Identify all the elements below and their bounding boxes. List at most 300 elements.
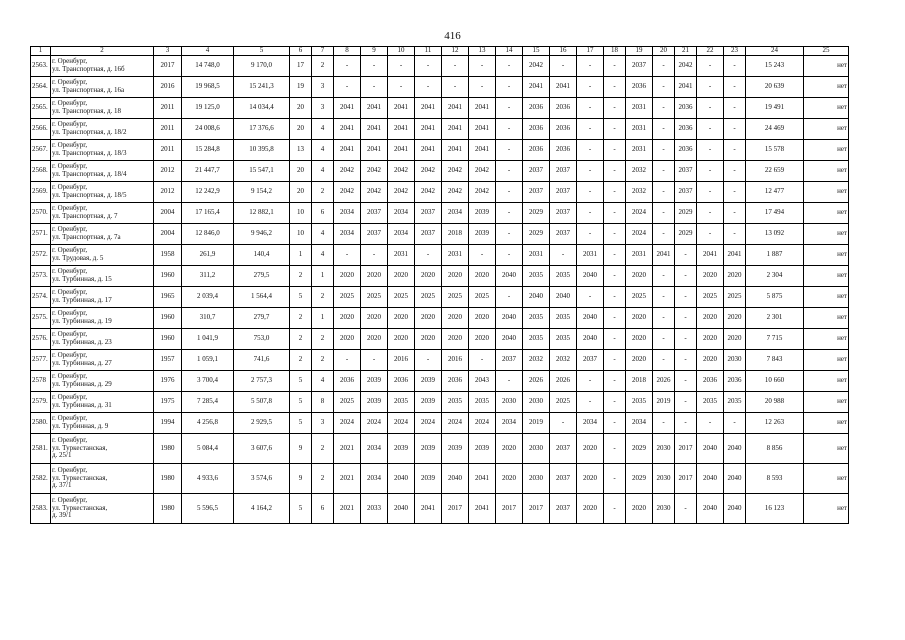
value-cell: - — [469, 56, 496, 77]
value-cell: 8 — [312, 392, 334, 413]
value-cell: 12 263 — [746, 413, 804, 434]
address-line: ул. Транспортная, д. 18/2 — [52, 128, 127, 136]
value-cell: 2020 — [577, 464, 604, 494]
value-cell: 2039 — [415, 464, 442, 494]
value-cell: 5 — [290, 371, 312, 392]
value-cell: нет — [804, 413, 849, 434]
value-cell: 2020 — [724, 266, 746, 287]
value-cell: - — [577, 98, 604, 119]
value-cell: 2036 — [442, 371, 469, 392]
value-cell: 19 491 — [746, 98, 804, 119]
address-line: ул. Транспортная, д. 7 — [52, 212, 118, 220]
value-cell: 2041 — [469, 119, 496, 140]
value-cell: 7 285,4 — [182, 392, 234, 413]
value-cell: 2036 — [675, 119, 697, 140]
column-number-row — [31, 47, 849, 56]
value-cell: 2039 — [442, 434, 469, 464]
value-cell: 2017 — [523, 494, 550, 524]
value-cell: нет — [804, 329, 849, 350]
value-cell: 2016 — [388, 350, 415, 371]
value-cell: 2024 — [388, 413, 415, 434]
row-number: 2581. — [31, 434, 51, 464]
value-cell: 9 — [290, 464, 312, 494]
value-cell: - — [361, 56, 388, 77]
value-cell: - — [496, 203, 523, 224]
value-cell: - — [653, 287, 675, 308]
value-cell: - — [577, 140, 604, 161]
value-cell: 4 — [312, 245, 334, 266]
value-cell: 2020 — [697, 329, 724, 350]
value-cell: 2026 — [550, 371, 577, 392]
value-cell: 2016 — [154, 77, 182, 98]
value-cell: - — [604, 140, 626, 161]
table-row — [31, 308, 849, 329]
value-cell: - — [724, 119, 746, 140]
value-cell: 2017 — [442, 494, 469, 524]
value-cell: 1976 — [154, 371, 182, 392]
address-line: ул. Транспортная, д. 7а — [52, 233, 121, 241]
value-cell: 2035 — [550, 266, 577, 287]
value-cell: 1 — [290, 245, 312, 266]
value-cell: 2034 — [626, 413, 653, 434]
table-row — [31, 245, 849, 266]
value-cell: - — [361, 350, 388, 371]
value-cell: 279,5 — [234, 266, 290, 287]
value-cell: 17 376,6 — [234, 119, 290, 140]
value-cell: 2040 — [496, 329, 523, 350]
value-cell: 2033 — [361, 494, 388, 524]
value-cell: 2 757,3 — [234, 371, 290, 392]
table-row — [31, 494, 849, 524]
value-cell: 2029 — [523, 224, 550, 245]
address-line: г. Оренбург, — [52, 57, 88, 66]
table-row — [31, 140, 849, 161]
value-cell: 2039 — [469, 224, 496, 245]
value-cell: 2024 — [361, 413, 388, 434]
address-line: ул. Транспортная, д. 16а — [52, 86, 125, 94]
value-cell: 2035 — [550, 308, 577, 329]
address-cell — [51, 266, 154, 287]
value-cell: 2041 — [361, 98, 388, 119]
table-row — [31, 434, 849, 464]
value-cell: 2041 — [469, 494, 496, 524]
value-cell: - — [388, 56, 415, 77]
value-cell: 2039 — [415, 392, 442, 413]
value-cell: 2041 — [388, 140, 415, 161]
value-cell: - — [604, 224, 626, 245]
value-cell: 19 — [290, 77, 312, 98]
address-line: ул. Турбинная, д. 9 — [52, 422, 109, 430]
value-cell: - — [653, 140, 675, 161]
value-cell: 2041 — [469, 464, 496, 494]
value-cell: 3 574,6 — [234, 464, 290, 494]
row-number: 2567. — [31, 140, 51, 161]
value-cell: - — [653, 350, 675, 371]
value-cell: нет — [804, 98, 849, 119]
value-cell: 2037 — [675, 161, 697, 182]
value-cell: 12 882,1 — [234, 203, 290, 224]
column-header: 13 — [469, 47, 496, 56]
value-cell: 21 447,7 — [182, 161, 234, 182]
value-cell: 2039 — [469, 203, 496, 224]
row-number: 2573. — [31, 266, 51, 287]
column-header: 24 — [746, 47, 804, 56]
value-cell: 15 284,8 — [182, 140, 234, 161]
value-cell: 2030 — [523, 464, 550, 494]
table-row — [31, 56, 849, 77]
value-cell: 2025 — [469, 287, 496, 308]
value-cell: 1 564,4 — [234, 287, 290, 308]
value-cell: - — [604, 464, 626, 494]
address-line: ул. Туркестанская, — [52, 473, 108, 482]
value-cell: - — [415, 56, 442, 77]
column-header: 22 — [697, 47, 724, 56]
value-cell: 2042 — [442, 182, 469, 203]
value-cell: 2020 — [626, 308, 653, 329]
value-cell: - — [604, 350, 626, 371]
value-cell: 2020 — [334, 266, 361, 287]
value-cell: - — [361, 77, 388, 98]
value-cell: нет — [804, 266, 849, 287]
address-line: ул. Транспортная, д. 18/4 — [52, 170, 127, 178]
value-cell: 2031 — [442, 245, 469, 266]
value-cell: 2037 — [550, 464, 577, 494]
value-cell: 1 041,9 — [182, 329, 234, 350]
value-cell: 2042 — [388, 161, 415, 182]
value-cell: 8 593 — [746, 464, 804, 494]
value-cell: - — [415, 77, 442, 98]
value-cell: 2019 — [653, 392, 675, 413]
page-number: 416 — [444, 30, 461, 42]
value-cell: - — [577, 371, 604, 392]
address-line: г. Оренбург, — [52, 120, 88, 129]
value-cell: - — [724, 140, 746, 161]
value-cell: - — [653, 329, 675, 350]
address-cell — [51, 287, 154, 308]
column-header: 3 — [154, 47, 182, 56]
value-cell: 20 — [290, 119, 312, 140]
value-cell: 2034 — [388, 203, 415, 224]
value-cell: 2040 — [724, 494, 746, 524]
value-cell: - — [577, 203, 604, 224]
value-cell: 2042 — [388, 182, 415, 203]
value-cell: 2012 — [154, 182, 182, 203]
value-cell: 2025 — [724, 287, 746, 308]
value-cell: 2012 — [154, 161, 182, 182]
value-cell: 741,6 — [234, 350, 290, 371]
value-cell: 1975 — [154, 392, 182, 413]
value-cell: - — [724, 413, 746, 434]
value-cell: 2040 — [496, 308, 523, 329]
column-header: 20 — [653, 47, 675, 56]
value-cell: 2020 — [415, 329, 442, 350]
address-line: ул. Турбинная, д. 29 — [52, 380, 112, 388]
value-cell: 2035 — [724, 392, 746, 413]
value-cell: 2039 — [415, 371, 442, 392]
value-cell: - — [550, 56, 577, 77]
column-header: 6 — [290, 47, 312, 56]
value-cell: 2020 — [626, 266, 653, 287]
value-cell: - — [604, 203, 626, 224]
value-cell: - — [653, 224, 675, 245]
table-body — [31, 56, 849, 524]
value-cell: - — [442, 77, 469, 98]
value-cell: 19 968,5 — [182, 77, 234, 98]
value-cell: - — [675, 308, 697, 329]
value-cell: 2042 — [442, 161, 469, 182]
value-cell: 12 846,0 — [182, 224, 234, 245]
value-cell: 2041 — [361, 119, 388, 140]
value-cell: 2041 — [442, 119, 469, 140]
address-line: д. 25/1 — [52, 451, 72, 460]
value-cell: 16 123 — [746, 494, 804, 524]
value-cell: 2037 — [626, 56, 653, 77]
value-cell: 2030 — [523, 434, 550, 464]
value-cell: 2020 — [361, 266, 388, 287]
value-cell: - — [724, 182, 746, 203]
value-cell: 2 039,4 — [182, 287, 234, 308]
value-cell: - — [388, 77, 415, 98]
value-cell: 1960 — [154, 266, 182, 287]
value-cell: 22 659 — [746, 161, 804, 182]
address-line: ул. Транспортная, д. 18/5 — [52, 191, 127, 199]
value-cell: 2020 — [388, 266, 415, 287]
value-cell: - — [604, 182, 626, 203]
value-cell: 1 — [312, 266, 334, 287]
address-cell — [51, 224, 154, 245]
address-cell — [51, 329, 154, 350]
table-row — [31, 266, 849, 287]
value-cell: 2020 — [626, 494, 653, 524]
value-cell: 13 092 — [746, 224, 804, 245]
table-row — [31, 392, 849, 413]
value-cell: 2042 — [469, 161, 496, 182]
value-cell: 1 887 — [746, 245, 804, 266]
value-cell: нет — [804, 371, 849, 392]
value-cell: 2 304 — [746, 266, 804, 287]
value-cell: - — [577, 287, 604, 308]
table-row — [31, 161, 849, 182]
address-cell — [51, 119, 154, 140]
value-cell: 2 — [312, 182, 334, 203]
value-cell: - — [496, 224, 523, 245]
column-header: 8 — [334, 47, 361, 56]
column-header: 10 — [388, 47, 415, 56]
row-number: 2575. — [31, 308, 51, 329]
value-cell: - — [577, 161, 604, 182]
address-cell — [51, 494, 154, 524]
value-cell: нет — [804, 77, 849, 98]
value-cell: 2024 — [415, 413, 442, 434]
value-cell: 2041 — [697, 245, 724, 266]
value-cell: - — [675, 287, 697, 308]
value-cell: 2037 — [550, 224, 577, 245]
value-cell: - — [675, 392, 697, 413]
value-cell: 2034 — [361, 464, 388, 494]
table-header — [31, 47, 849, 56]
value-cell: 2 — [312, 350, 334, 371]
value-cell: 2020 — [469, 308, 496, 329]
value-cell: 12 477 — [746, 182, 804, 203]
value-cell: 2025 — [388, 287, 415, 308]
address-cell — [51, 434, 154, 464]
value-cell: - — [496, 56, 523, 77]
value-cell: 4 — [312, 161, 334, 182]
value-cell: 2020 — [577, 434, 604, 464]
value-cell: 2041 — [415, 119, 442, 140]
column-header: 16 — [550, 47, 577, 56]
column-header: 18 — [604, 47, 626, 56]
value-cell: 4 256,8 — [182, 413, 234, 434]
value-cell: - — [604, 371, 626, 392]
row-number: 2579. — [31, 392, 51, 413]
value-cell: 2041 — [469, 98, 496, 119]
value-cell: 2031 — [388, 245, 415, 266]
value-cell: 2037 — [550, 434, 577, 464]
value-cell: 5 — [290, 392, 312, 413]
value-cell: 2017 — [154, 56, 182, 77]
value-cell: 2 929,5 — [234, 413, 290, 434]
value-cell: 2035 — [523, 308, 550, 329]
row-number: 2565. — [31, 98, 51, 119]
value-cell: 24 008,6 — [182, 119, 234, 140]
value-cell: 2040 — [388, 494, 415, 524]
value-cell: 5 875 — [746, 287, 804, 308]
value-cell: 10 660 — [746, 371, 804, 392]
table-row — [31, 77, 849, 98]
value-cell: 2030 — [724, 350, 746, 371]
value-cell: 2025 — [626, 287, 653, 308]
address-line: г. Оренбург, — [52, 436, 88, 445]
value-cell: 2041 — [653, 245, 675, 266]
address-line: г. Оренбург, — [52, 225, 88, 234]
value-cell: 2041 — [334, 140, 361, 161]
column-header: 4 — [182, 47, 234, 56]
value-cell: - — [604, 434, 626, 464]
value-cell: - — [675, 350, 697, 371]
value-cell: - — [604, 329, 626, 350]
value-cell: 2021 — [334, 494, 361, 524]
value-cell: 2040 — [550, 287, 577, 308]
value-cell: 2030 — [523, 392, 550, 413]
value-cell: 2036 — [550, 119, 577, 140]
value-cell: 2020 — [577, 494, 604, 524]
row-number: 2568. — [31, 161, 51, 182]
value-cell: 2024 — [469, 413, 496, 434]
address-line: г. Оренбург, — [52, 162, 88, 171]
value-cell: 2017 — [675, 434, 697, 464]
value-cell: 2029 — [626, 464, 653, 494]
value-cell: - — [604, 98, 626, 119]
value-cell: - — [415, 350, 442, 371]
value-cell: нет — [804, 308, 849, 329]
value-cell: 20 — [290, 182, 312, 203]
table-row — [31, 371, 849, 392]
value-cell: 24 469 — [746, 119, 804, 140]
value-cell: 2032 — [626, 182, 653, 203]
value-cell: 5 — [290, 413, 312, 434]
value-cell: нет — [804, 182, 849, 203]
value-cell: 2024 — [334, 413, 361, 434]
value-cell: 2037 — [361, 224, 388, 245]
value-cell: 2040 — [697, 494, 724, 524]
column-header: 12 — [442, 47, 469, 56]
row-number: 2583. — [31, 494, 51, 524]
value-cell: 2024 — [442, 413, 469, 434]
column-header: 2 — [51, 47, 154, 56]
value-cell: - — [653, 98, 675, 119]
value-cell: - — [724, 56, 746, 77]
value-cell: 4 — [312, 140, 334, 161]
value-cell: 2 — [290, 350, 312, 371]
value-cell: 2042 — [523, 56, 550, 77]
table-row — [31, 329, 849, 350]
value-cell: 2036 — [697, 371, 724, 392]
value-cell: 2040 — [577, 329, 604, 350]
table-row — [31, 224, 849, 245]
value-cell: 2020 — [334, 329, 361, 350]
value-cell: 5 596,5 — [182, 494, 234, 524]
value-cell: нет — [804, 161, 849, 182]
address-line: ул. Туркестанская, — [52, 443, 108, 452]
value-cell: - — [653, 119, 675, 140]
value-cell: 2042 — [361, 161, 388, 182]
value-cell: 2037 — [577, 350, 604, 371]
value-cell: 2040 — [697, 434, 724, 464]
value-cell: 3 — [312, 77, 334, 98]
value-cell: - — [577, 119, 604, 140]
value-cell: 2037 — [415, 203, 442, 224]
value-cell: 2020 — [626, 350, 653, 371]
value-cell: 2019 — [523, 413, 550, 434]
address-line: г. Оренбург, — [52, 351, 88, 360]
value-cell: 2020 — [724, 308, 746, 329]
row-number: 2571. — [31, 224, 51, 245]
value-cell: - — [496, 371, 523, 392]
value-cell: нет — [804, 119, 849, 140]
value-cell: 2042 — [415, 182, 442, 203]
value-cell: 2039 — [415, 434, 442, 464]
column-header: 1 — [31, 47, 51, 56]
address-line: г. Оренбург, — [52, 288, 88, 297]
value-cell: 1980 — [154, 464, 182, 494]
address-line: д. 37/1 — [52, 481, 72, 490]
value-cell: - — [653, 56, 675, 77]
column-header: 25 — [804, 47, 849, 56]
value-cell: 2030 — [653, 494, 675, 524]
value-cell: 2032 — [626, 161, 653, 182]
value-cell: нет — [804, 464, 849, 494]
value-cell: 2011 — [154, 98, 182, 119]
address-line: ул. Турбинная, д. 31 — [52, 401, 112, 409]
value-cell: 2031 — [626, 98, 653, 119]
value-cell: 2036 — [523, 98, 550, 119]
value-cell: 2035 — [626, 392, 653, 413]
value-cell: 4 164,2 — [234, 494, 290, 524]
address-cell — [51, 413, 154, 434]
value-cell: 14 034,4 — [234, 98, 290, 119]
value-cell: 3 700,4 — [182, 371, 234, 392]
value-cell: 2020 — [724, 329, 746, 350]
value-cell: - — [697, 224, 724, 245]
value-cell: 2037 — [550, 161, 577, 182]
column-header: 21 — [675, 47, 697, 56]
value-cell: - — [697, 203, 724, 224]
value-cell: 2011 — [154, 140, 182, 161]
value-cell: нет — [804, 140, 849, 161]
value-cell: - — [361, 245, 388, 266]
value-cell: 2036 — [724, 371, 746, 392]
